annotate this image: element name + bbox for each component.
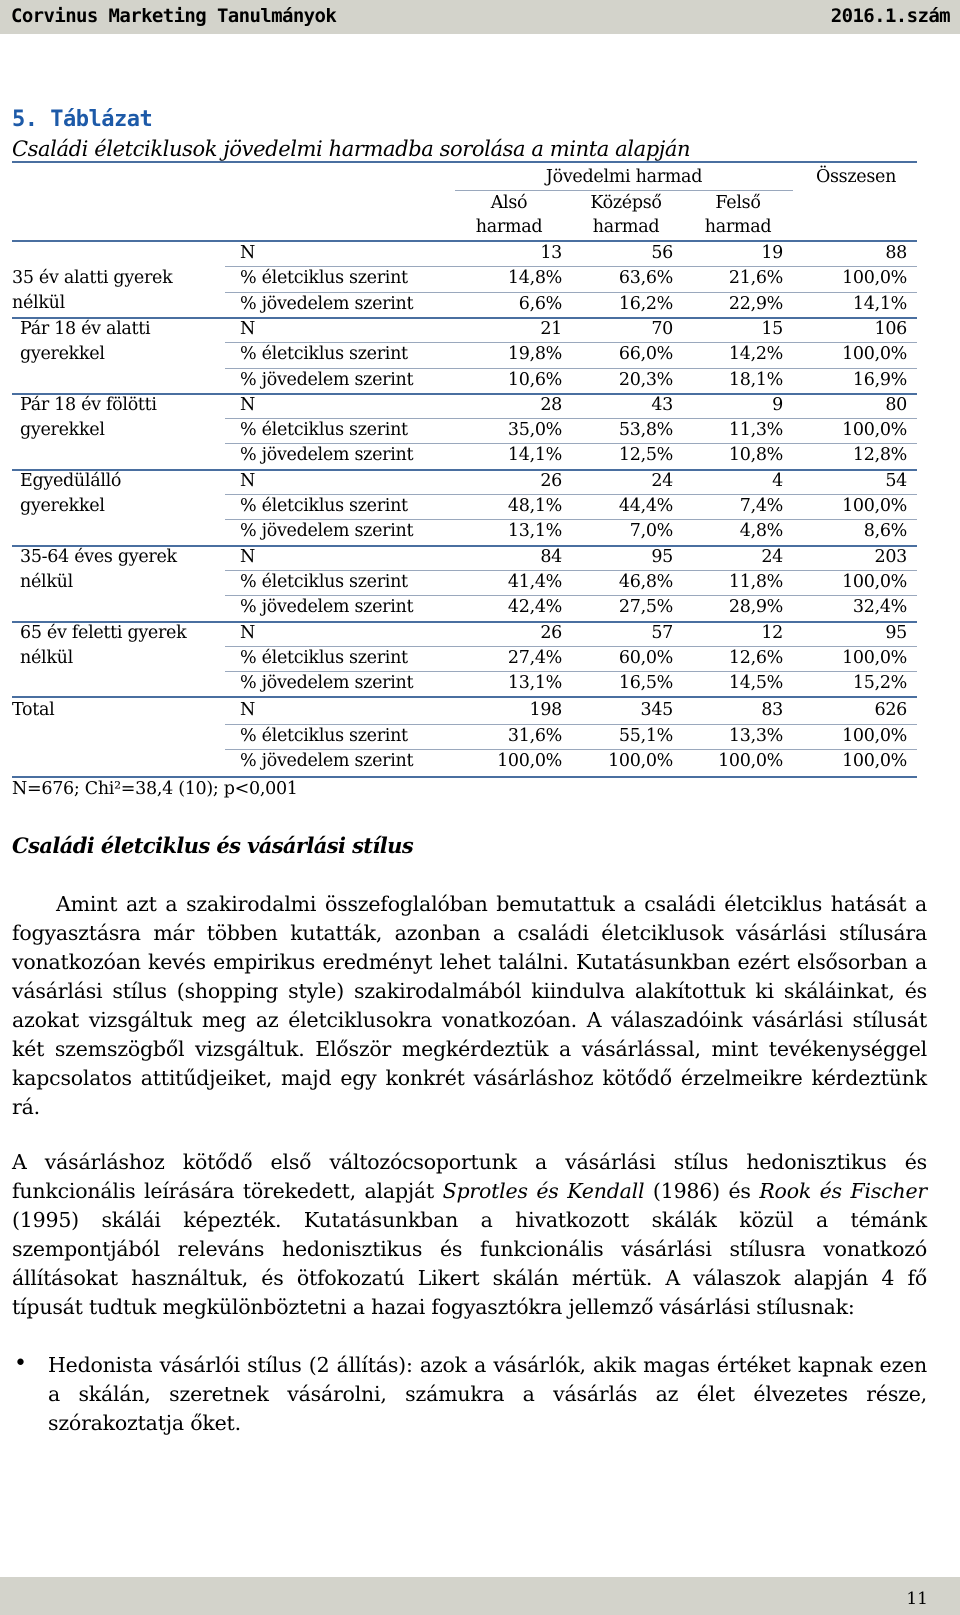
- row-group-label: gyerekkel: [20, 419, 105, 440]
- table-cell: 24: [651, 470, 673, 491]
- table-cell: 26: [540, 622, 562, 643]
- table-rule: [12, 776, 917, 778]
- row-measure: N: [240, 318, 256, 339]
- table-cell: 22,9%: [728, 293, 783, 314]
- table-cell: 106: [874, 318, 907, 339]
- table-cell: 44,4%: [618, 496, 673, 516]
- table-cell: 35,0%: [507, 420, 562, 441]
- row-group-label: Egyedülálló: [20, 470, 122, 491]
- table-cell: 4,8%: [739, 521, 783, 542]
- table-cell: 16,5%: [618, 673, 673, 694]
- paragraph-2-text: (1995) skálái képezték. Kutatásunkban a hivatkozott skálák közül a témánk szempontjából releváns hedonisztikus és funkcionális vásárlási stílusra vonatkozó állításokat használtuk, és ötfokozatú Likert skálán mértük. A válaszok alapján 4 fő típusát tudtuk megkülönböztetni a hazai fogyasztókra jellemző vásárlási stílusnak:: [12, 1208, 927, 1319]
- bullet-item-hedonista: Hedonista vásárlói stílus (2 állítás): azok a vásárlók, akik magas értéket kapnak ezen a skálán, szeretnek vásárolni, számukra a vásárlás az élet élvezetes része, szórakoztatja őket.: [48, 1353, 927, 1435]
- column-header: Felső: [715, 193, 761, 213]
- table-cell: 55,1%: [618, 725, 673, 746]
- table-cell: 32,4%: [852, 597, 907, 618]
- table-cell: 7,4%: [739, 496, 783, 516]
- paragraph-1: Amint azt a szakirodalmi összefoglalóban bemutattuk a családi életciklus hatását a fogyasztásra már többen kutatták, azonban a családi életciklusok vásárlási stílusára vonatkozóan kevés empirikus eredményt lehet találni. Kutatásunkban ezért elsősorban a vásárlási stílus (shopping style) szakirodalmából kiindulva alakítottuk ki skáláinkat, és azokat vizsgáltuk meg az életciklusokra vonatkozóan. A válaszadóink vásárlási stílusát két szemszögből vizsgáltuk. Először megkérdeztük a vásárlással, mint tevékenységgel kapcsolatos attitűdjeiket, majd egy konkrét vásárláshoz kötődő érzelmeikre kérdeztünk rá.: [12, 892, 927, 1119]
- table-cell: 7,0%: [629, 521, 673, 542]
- table-cell: 14,8%: [507, 268, 562, 289]
- table-cell: 28: [540, 394, 562, 415]
- row-measure: N: [240, 700, 256, 721]
- table-cell: 19: [761, 243, 783, 263]
- table-cell: 100,0%: [497, 751, 562, 771]
- column-header: harmad: [475, 217, 543, 237]
- table-cell: 9: [772, 394, 783, 415]
- row-measure: N: [240, 394, 256, 415]
- table-cell: 100,0%: [842, 647, 907, 668]
- table-cell: 27,5%: [618, 597, 673, 618]
- reference-2: Rook és Fischer: [759, 1179, 927, 1203]
- table-cell: 95: [885, 622, 907, 643]
- table-cell: 42,4%: [507, 597, 562, 618]
- table-cell: 12,8%: [852, 445, 907, 466]
- row-measure: % jövedelem szerint: [240, 445, 414, 466]
- table-cell: 48,1%: [507, 496, 562, 516]
- table-note: N=676; Chi²=38,4 (10); p<0,001: [12, 779, 298, 799]
- table-cell: 12,6%: [728, 647, 783, 668]
- row-group-label: 35-64 éves gyerek: [20, 546, 177, 567]
- row-group-label: gyerekkel: [20, 343, 105, 364]
- table-cell: 100,0%: [842, 344, 907, 365]
- table-cell: 12,5%: [618, 445, 673, 466]
- row-measure: % életciklus szerint: [240, 268, 408, 289]
- column-header-total: Összesen: [815, 167, 897, 187]
- row-measure: % jövedelem szerint: [240, 597, 414, 618]
- section-heading: Családi életciklus és vásárlási stílus: [12, 833, 414, 858]
- table-cell: 21: [540, 318, 562, 339]
- table-cell: 100,0%: [842, 571, 907, 592]
- paragraph-2: [12, 1148, 927, 1322]
- table-cell: 56: [651, 243, 673, 263]
- table-cell: 345: [640, 700, 673, 721]
- row-measure: % jövedelem szerint: [240, 293, 414, 314]
- column-header: harmad: [592, 217, 660, 237]
- table-cell: 10,8%: [728, 445, 783, 466]
- table-cell: 13,1%: [507, 673, 562, 694]
- table-cell: 21,6%: [728, 268, 783, 289]
- table-cell: 46,8%: [618, 571, 673, 592]
- table-cell: 100,0%: [842, 725, 907, 746]
- column-header: Középső: [590, 193, 662, 213]
- table-cell: 88: [885, 243, 907, 263]
- table-cell: 80: [885, 394, 907, 415]
- column-header: harmad: [704, 217, 772, 237]
- table-cell: 4: [772, 470, 783, 491]
- row-measure: % jövedelem szerint: [240, 521, 414, 542]
- table-cell: 41,4%: [507, 571, 562, 592]
- table-cell: 18,1%: [728, 369, 783, 390]
- page-footer: [0, 1577, 960, 1615]
- table-cell: 53,8%: [618, 420, 673, 441]
- table-cell: 13,1%: [507, 521, 562, 542]
- table-cell: 626: [874, 700, 907, 721]
- table-cell: 100,0%: [608, 751, 673, 771]
- table-cell: 31,6%: [507, 725, 562, 746]
- table-rule: [455, 190, 793, 191]
- table-cell: 203: [874, 546, 907, 567]
- row-group-label: nélkül: [20, 647, 73, 668]
- table-cell: 12: [761, 622, 783, 643]
- table-cell: 14,5%: [728, 673, 783, 694]
- table-cell: 27,4%: [507, 647, 562, 668]
- table-cell: 8,6%: [863, 521, 907, 542]
- table-cell: 20,3%: [618, 369, 673, 390]
- row-group-label: Pár 18 év alatti: [20, 318, 151, 339]
- table-cell: 43: [651, 394, 673, 415]
- row-measure: % jövedelem szerint: [240, 751, 414, 771]
- row-group-label: nélkül: [20, 571, 73, 592]
- table-cell: 100,0%: [842, 268, 907, 289]
- table-cell: 10,6%: [507, 369, 562, 390]
- row-measure: N: [240, 546, 256, 567]
- journal-title: Corvinus Marketing Tanulmányok: [11, 5, 337, 27]
- table-cell: 57: [651, 622, 673, 643]
- table-cell: 70: [651, 318, 673, 339]
- table-cell: 100,0%: [842, 496, 907, 516]
- row-group-label: 35 év alatti gyerek: [12, 268, 173, 289]
- row-measure: N: [240, 622, 256, 643]
- table-cell: 15,2%: [852, 673, 907, 694]
- issue-label: 2016.1.szám: [830, 5, 950, 27]
- row-group-label: 65 év feletti gyerek: [20, 622, 187, 643]
- reference-1: Sprotles és Kendall: [442, 1179, 645, 1203]
- table-cell: 66,0%: [618, 344, 673, 365]
- column-header: Alsó: [490, 193, 528, 213]
- table-cell: 63,6%: [618, 268, 673, 289]
- table-cell: 6,6%: [518, 293, 562, 314]
- table-cell: 16,9%: [852, 369, 907, 390]
- row-measure: N: [240, 243, 256, 263]
- row-measure: N: [240, 470, 256, 491]
- bullet-dot-icon: •: [14, 1351, 27, 1376]
- page-number: 11: [906, 1589, 928, 1609]
- paragraph-2-text: A vásárláshoz kötődő első változócsoportunk a vásárlási stílus hedonisztikus és funkcionális leírására törekedett, alapját: [12, 1150, 927, 1203]
- row-group-label: nélkül: [12, 293, 65, 314]
- table-cell: 198: [529, 700, 562, 721]
- table-cell: 19,8%: [507, 344, 562, 365]
- table-cell: 54: [885, 470, 907, 491]
- table-cell: 15: [761, 318, 783, 339]
- table-cell: 84: [540, 546, 562, 567]
- table-cell: 14,1%: [507, 445, 562, 466]
- table-cell: 14,1%: [852, 293, 907, 314]
- table-cell: 26: [540, 470, 562, 491]
- table-cell: 95: [651, 546, 673, 567]
- table-cell: 100,0%: [842, 420, 907, 441]
- table-rule: [12, 161, 917, 163]
- table-cell: 100,0%: [842, 751, 907, 771]
- row-measure: % életciklus szerint: [240, 344, 408, 365]
- table-cell: 83: [761, 700, 783, 721]
- paragraph-2-text: (1986) és: [644, 1179, 760, 1203]
- row-group-label: gyerekkel: [20, 495, 105, 516]
- table-cell: 13: [540, 243, 562, 263]
- row-measure: % életciklus szerint: [240, 725, 408, 746]
- table-caption: Családi életciklusok jövedelmi harmadba sorolása a minta alapján: [12, 137, 691, 161]
- table-cell: 24: [761, 546, 783, 567]
- row-measure: % életciklus szerint: [240, 496, 408, 516]
- row-measure: % életciklus szerint: [240, 571, 408, 592]
- table-cell: 13,3%: [728, 725, 783, 746]
- table-cell: 11,3%: [728, 420, 783, 441]
- row-group-label: Pár 18 év fölötti: [20, 394, 157, 415]
- row-measure: % jövedelem szerint: [240, 369, 414, 390]
- table-cell: 16,2%: [618, 293, 673, 314]
- row-group-label: Total: [12, 700, 55, 721]
- table-cell: 28,9%: [728, 597, 783, 618]
- row-measure: % életciklus szerint: [240, 420, 408, 441]
- row-measure: % életciklus szerint: [240, 647, 408, 668]
- column-group-header: Jövedelmi harmad: [545, 167, 703, 187]
- table-cell: 14,2%: [728, 344, 783, 365]
- table-number: 5. Táblázat: [12, 107, 153, 132]
- table-cell: 60,0%: [618, 647, 673, 668]
- row-measure: % jövedelem szerint: [240, 673, 414, 694]
- table-cell: 11,8%: [728, 571, 783, 592]
- table-rule: [12, 696, 917, 698]
- table-cell: 100,0%: [718, 751, 783, 771]
